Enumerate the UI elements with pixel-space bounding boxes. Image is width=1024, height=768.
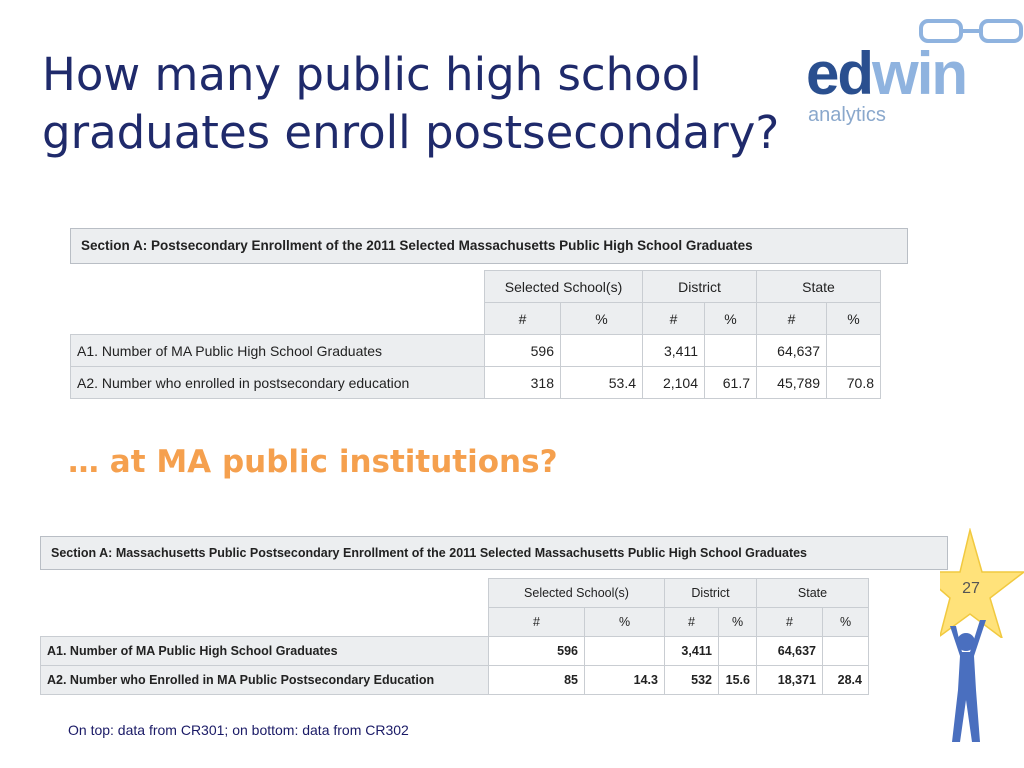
column-header: % xyxy=(827,303,881,335)
table-cell: 64,637 xyxy=(757,637,823,666)
group-header: District xyxy=(665,579,757,608)
slide-subtitle: … at MA public institutions? xyxy=(68,444,558,480)
table-cell: 318 xyxy=(485,367,561,399)
group-header: State xyxy=(757,579,869,608)
row-label: A2. Number who Enrolled in MA Public Postsecondary Education xyxy=(41,666,489,695)
table-cell xyxy=(561,335,643,367)
table-cell xyxy=(827,335,881,367)
column-header: % xyxy=(585,608,665,637)
row-label: A2. Number who enrolled in postsecondary education xyxy=(71,367,485,399)
table-corner xyxy=(41,579,489,608)
table-subheader-row xyxy=(71,303,881,335)
table-row xyxy=(41,637,869,666)
table-cell xyxy=(705,335,757,367)
table-group-row xyxy=(41,579,869,608)
table-cell: 532 xyxy=(665,666,719,695)
table-cell xyxy=(719,637,757,666)
column-header: # xyxy=(665,608,719,637)
table-row xyxy=(71,335,881,367)
table-row xyxy=(41,666,869,695)
group-header: Selected School(s) xyxy=(489,579,665,608)
table-cell: 15.6 xyxy=(719,666,757,695)
table-cell xyxy=(585,637,665,666)
row-label: A1. Number of MA Public High School Graduates xyxy=(71,335,485,367)
edwin-analytics-logo xyxy=(806,18,1024,136)
table-cell: 64,637 xyxy=(757,335,827,367)
page-number: 27 xyxy=(962,580,980,597)
report-bottom-header: Section A: Massachusetts Public Postsecondary Enrollment of the 2011 Selected Massachusetts Public High School Graduates xyxy=(40,536,948,570)
group-header: District xyxy=(643,271,757,303)
column-header: # xyxy=(489,608,585,637)
table-corner xyxy=(41,608,489,637)
table-cell: 14.3 xyxy=(585,666,665,695)
table-cell: 70.8 xyxy=(827,367,881,399)
report-top-table xyxy=(70,270,881,399)
slide-title: How many public high school graduates enroll postsecondary? xyxy=(42,48,780,159)
report-top xyxy=(70,228,910,408)
logo-subtitle: analytics xyxy=(808,104,886,126)
table-cell: 3,411 xyxy=(643,335,705,367)
table-row xyxy=(71,367,881,399)
group-header: State xyxy=(757,271,881,303)
row-label: A1. Number of MA Public High School Graduates xyxy=(41,637,489,666)
group-header: Selected School(s) xyxy=(485,271,643,303)
table-cell: 3,411 xyxy=(665,637,719,666)
column-header: # xyxy=(757,608,823,637)
table-subheader-row xyxy=(41,608,869,637)
table-cell: 61.7 xyxy=(705,367,757,399)
person-figure-icon xyxy=(944,620,990,744)
table-cell: 85 xyxy=(489,666,585,695)
table-cell xyxy=(823,637,869,666)
logo-word-ed: ed xyxy=(806,40,873,107)
table-corner xyxy=(71,303,485,335)
table-cell: 18,371 xyxy=(757,666,823,695)
logo-word-win: win xyxy=(872,40,967,107)
report-top-header: Section A: Postsecondary Enrollment of the 2011 Selected Massachusetts Public High School Graduates xyxy=(70,228,908,264)
report-bottom-table xyxy=(40,578,869,695)
report-bottom xyxy=(40,536,950,702)
column-header: # xyxy=(485,303,561,335)
table-cell: 45,789 xyxy=(757,367,827,399)
footnote: On top: data from CR301; on bottom: data from CR302 xyxy=(68,722,409,738)
column-header: % xyxy=(561,303,643,335)
table-cell: 596 xyxy=(485,335,561,367)
column-header: # xyxy=(757,303,827,335)
table-cell: 2,104 xyxy=(643,367,705,399)
column-header: % xyxy=(823,608,869,637)
logo-wordmark xyxy=(806,40,967,107)
column-header: % xyxy=(719,608,757,637)
table-corner xyxy=(71,271,485,303)
table-cell: 596 xyxy=(489,637,585,666)
column-header: # xyxy=(643,303,705,335)
table-group-row xyxy=(71,271,881,303)
column-header: % xyxy=(705,303,757,335)
table-cell: 53.4 xyxy=(561,367,643,399)
table-cell: 28.4 xyxy=(823,666,869,695)
